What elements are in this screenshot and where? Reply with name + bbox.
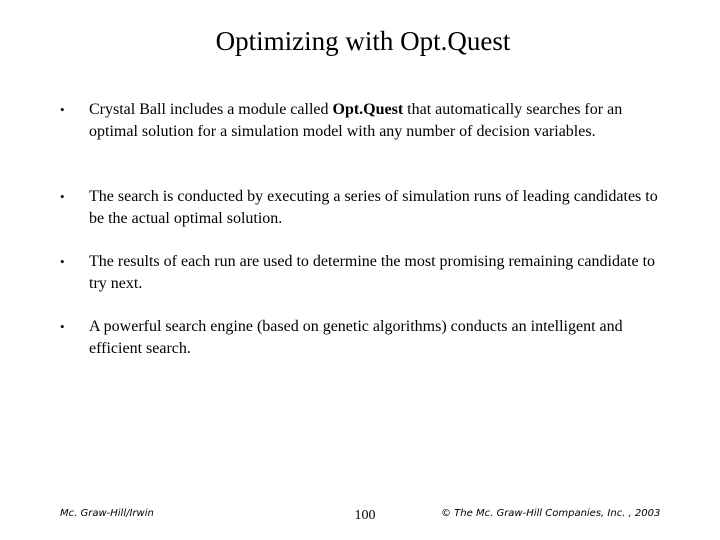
slide-title: Optimizing with Opt.Quest: [215, 26, 511, 56]
bullet-text: [89, 99, 664, 143]
optquest-emphasis: Opt.Quest: [332, 101, 404, 118]
page-number: 100: [354, 508, 376, 523]
bullet-text: The search is conducted by executing a series of simulation runs of leading candidates to be the actual optimal solution.: [89, 188, 658, 227]
bullet-marker: •: [60, 189, 65, 204]
footer-copyright: © The Mc. Graw-Hill Companies, Inc. , 2003: [441, 508, 661, 519]
bullet-marker: •: [60, 319, 65, 334]
bullet-text-part: that automatically searches for an optimal solution for a simulation model with any number of decision variables.: [89, 101, 623, 140]
bullet-text: The results of each run are used to determine the most promising remaining candidate to try next.: [89, 253, 656, 292]
bullet-marker: •: [60, 102, 65, 117]
footer-publisher: Mc. Graw-Hill/Irwin: [60, 508, 154, 519]
bullet-marker: •: [60, 254, 65, 269]
bullet-text: A powerful search engine (based on genetic algorithms) conducts an intelligent and efficient search.: [89, 318, 623, 357]
bullet-text-part: Crystal Ball includes a module called: [89, 101, 333, 118]
